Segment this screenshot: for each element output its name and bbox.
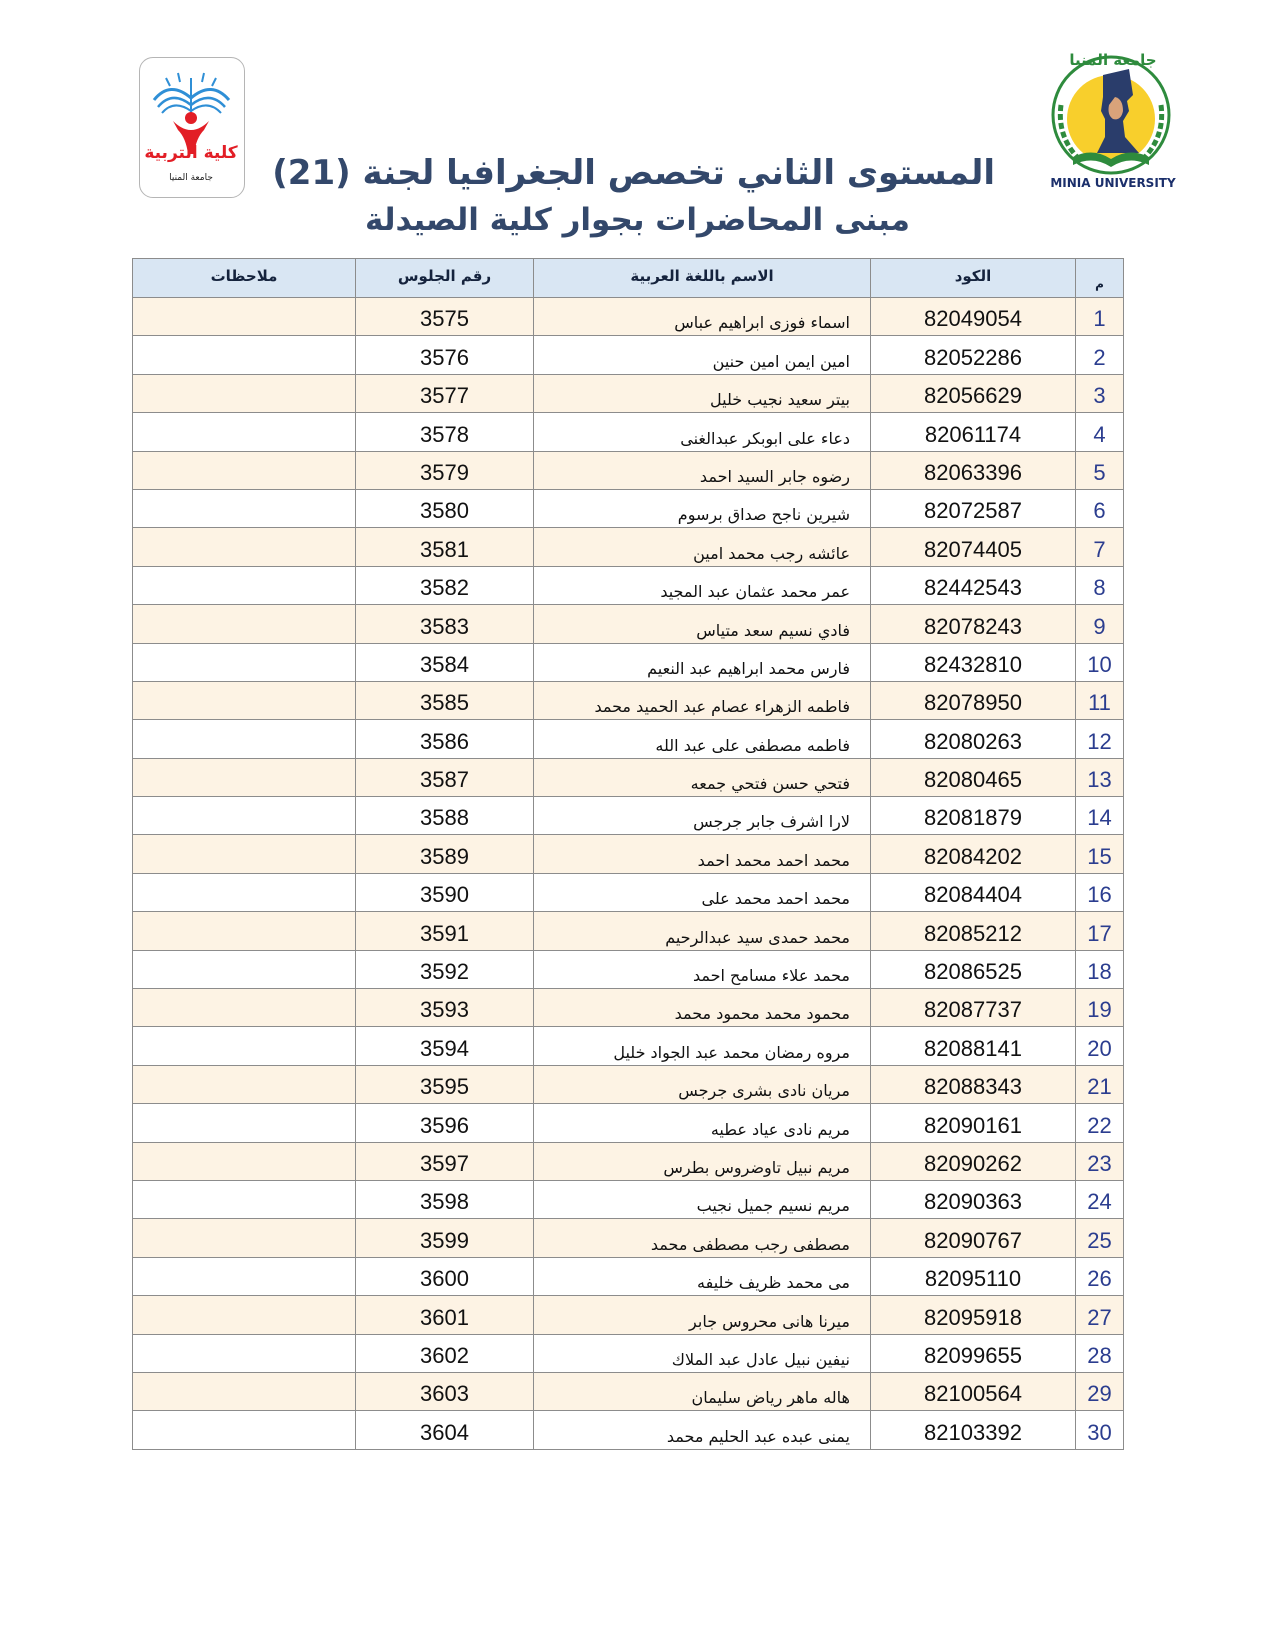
cell-index: 10 [1076, 643, 1124, 681]
cell-seat: 3597 [356, 1142, 534, 1180]
cell-seat: 3602 [356, 1334, 534, 1372]
header-name: الاسم باللغة العربية [534, 259, 871, 298]
cell-seat: 3576 [356, 336, 534, 374]
cell-notes [133, 374, 356, 412]
table-row [133, 1296, 1124, 1334]
cell-name: محمد احمد محمد على [534, 873, 871, 911]
cell-name: محمود محمد محمود محمد [534, 989, 871, 1027]
students-table [132, 258, 1124, 1450]
cell-index: 14 [1076, 797, 1124, 835]
cell-index: 20 [1076, 1027, 1124, 1065]
cell-code: 82090363 [871, 1180, 1076, 1218]
cell-index: 26 [1076, 1257, 1124, 1295]
header-code: الكود [871, 259, 1076, 298]
cell-code: 82090767 [871, 1219, 1076, 1257]
cell-name: مى محمد ظريف خليفه [534, 1257, 871, 1295]
cell-seat: 3604 [356, 1411, 534, 1449]
faculty-of-education-logo [139, 57, 245, 198]
cell-code: 82095918 [871, 1296, 1076, 1334]
cell-index: 9 [1076, 605, 1124, 643]
cell-index: 3 [1076, 374, 1124, 412]
cell-seat: 3579 [356, 451, 534, 489]
cell-index: 13 [1076, 758, 1124, 796]
cell-name: فاطمه مصطفى على عبد الله [534, 720, 871, 758]
cell-code: 82074405 [871, 528, 1076, 566]
cell-notes [133, 797, 356, 835]
cell-notes [133, 1219, 356, 1257]
cell-code: 82084404 [871, 873, 1076, 911]
cell-name: مريم نبيل تاوضروس بطرس [534, 1142, 871, 1180]
cell-seat: 3587 [356, 758, 534, 796]
cell-name: مصطفى رجب مصطفى محمد [534, 1219, 871, 1257]
cell-index: 25 [1076, 1219, 1124, 1257]
cell-index: 2 [1076, 336, 1124, 374]
cell-notes [133, 1372, 356, 1410]
table-row [133, 1065, 1124, 1103]
cell-code: 82081879 [871, 797, 1076, 835]
cell-name: مريم نسيم جميل نجيب [534, 1180, 871, 1218]
cell-name: نيفين نبيل عادل عبد الملاك [534, 1334, 871, 1372]
header-seat: رقم الجلوس [356, 259, 534, 298]
table-row [133, 681, 1124, 719]
cell-code: 82103392 [871, 1411, 1076, 1449]
cell-code: 82100564 [871, 1372, 1076, 1410]
cell-name: فادي نسيم سعد متياس [534, 605, 871, 643]
cell-seat: 3596 [356, 1104, 534, 1142]
cell-index: 8 [1076, 566, 1124, 604]
header-index: م [1076, 259, 1124, 298]
book-figure-icon [140, 58, 243, 196]
cell-name: محمد علاء مسامح احمد [534, 950, 871, 988]
table-row [133, 835, 1124, 873]
cell-notes [133, 643, 356, 681]
cell-seat: 3590 [356, 873, 534, 911]
cell-name: مريم نادى عياد عطيه [534, 1104, 871, 1142]
cell-name: محمد احمد محمد احمد [534, 835, 871, 873]
cell-seat: 3594 [356, 1027, 534, 1065]
table-row [133, 1104, 1124, 1142]
cell-code: 82442543 [871, 566, 1076, 604]
cell-seat: 3599 [356, 1219, 534, 1257]
cell-notes [133, 873, 356, 911]
cell-seat: 3580 [356, 489, 534, 527]
cell-code: 82061174 [871, 413, 1076, 451]
cell-seat: 3603 [356, 1372, 534, 1410]
logo-right-arabic: جامعة المنيا [1069, 51, 1157, 69]
table-row [133, 528, 1124, 566]
cell-code: 82090161 [871, 1104, 1076, 1142]
cell-index: 27 [1076, 1296, 1124, 1334]
cell-index: 4 [1076, 413, 1124, 451]
cell-index: 17 [1076, 912, 1124, 950]
cell-seat: 3582 [356, 566, 534, 604]
cell-index: 19 [1076, 989, 1124, 1027]
cell-index: 5 [1076, 451, 1124, 489]
cell-code: 82085212 [871, 912, 1076, 950]
table-row [133, 413, 1124, 451]
cell-index: 7 [1076, 528, 1124, 566]
cell-notes [133, 912, 356, 950]
cell-name: يمنى عبده عبد الحليم محمد [534, 1411, 871, 1449]
cell-code: 82090262 [871, 1142, 1076, 1180]
cell-code: 82088343 [871, 1065, 1076, 1103]
cell-name: دعاء على ابوبكر عبدالغنى [534, 413, 871, 451]
table-row [133, 873, 1124, 911]
cell-notes [133, 1142, 356, 1180]
cell-seat: 3592 [356, 950, 534, 988]
cell-name: اسماء فوزى ابراهيم عباس [534, 298, 871, 336]
cell-index: 11 [1076, 681, 1124, 719]
cell-code: 82080465 [871, 758, 1076, 796]
cell-index: 23 [1076, 1142, 1124, 1180]
cell-seat: 3581 [356, 528, 534, 566]
cell-code: 82088141 [871, 1027, 1076, 1065]
cell-seat: 3578 [356, 413, 534, 451]
logo-left-text: كلية التربية [144, 143, 238, 163]
cell-seat: 3589 [356, 835, 534, 873]
cell-notes [133, 758, 356, 796]
nefertiti-emblem-icon [1043, 45, 1183, 195]
cell-name: هاله ماهر رياض سليمان [534, 1372, 871, 1410]
table-header-row [133, 259, 1124, 298]
cell-code: 82049054 [871, 298, 1076, 336]
cell-code: 82063396 [871, 451, 1076, 489]
cell-code: 82080263 [871, 720, 1076, 758]
cell-notes [133, 1180, 356, 1218]
cell-index: 30 [1076, 1411, 1124, 1449]
cell-seat: 3588 [356, 797, 534, 835]
cell-notes [133, 528, 356, 566]
cell-seat: 3584 [356, 643, 534, 681]
cell-name: لارا اشرف جابر جرجس [534, 797, 871, 835]
cell-notes [133, 720, 356, 758]
cell-seat: 3595 [356, 1065, 534, 1103]
cell-notes [133, 835, 356, 873]
table-row [133, 989, 1124, 1027]
cell-notes [133, 1027, 356, 1065]
cell-name: عائشه رجب محمد امين [534, 528, 871, 566]
cell-code: 82086525 [871, 950, 1076, 988]
cell-index: 18 [1076, 950, 1124, 988]
cell-code: 82056629 [871, 374, 1076, 412]
table-row [133, 797, 1124, 835]
cell-index: 1 [1076, 298, 1124, 336]
cell-index: 15 [1076, 835, 1124, 873]
cell-name: ميرنا هانى محروس جابر [534, 1296, 871, 1334]
cell-notes [133, 1334, 356, 1372]
cell-notes [133, 1104, 356, 1142]
cell-code: 82432810 [871, 643, 1076, 681]
logo-left-subtext: جامعة المنيا [169, 173, 213, 183]
cell-index: 28 [1076, 1334, 1124, 1372]
cell-name: عمر محمد عثمان عبد المجيد [534, 566, 871, 604]
cell-seat: 3601 [356, 1296, 534, 1334]
cell-notes [133, 489, 356, 527]
cell-notes [133, 1065, 356, 1103]
header-notes: ملاحظات [133, 259, 356, 298]
cell-seat: 3577 [356, 374, 534, 412]
cell-name: فارس محمد ابراهيم عبد النعيم [534, 643, 871, 681]
cell-notes [133, 1257, 356, 1295]
page-subtitle: مبنى المحاضرات بجوار كلية الصيدلة [365, 202, 910, 238]
table-row [133, 336, 1124, 374]
cell-notes [133, 566, 356, 604]
cell-index: 29 [1076, 1372, 1124, 1410]
cell-code: 82084202 [871, 835, 1076, 873]
cell-code: 82072587 [871, 489, 1076, 527]
cell-index: 21 [1076, 1065, 1124, 1103]
cell-seat: 3585 [356, 681, 534, 719]
cell-name: رضوه جابر السيد احمد [534, 451, 871, 489]
table-row [133, 1411, 1124, 1449]
cell-code: 82087737 [871, 989, 1076, 1027]
table-row [133, 758, 1124, 796]
table-row [133, 605, 1124, 643]
table-row [133, 1027, 1124, 1065]
cell-index: 16 [1076, 873, 1124, 911]
cell-seat: 3600 [356, 1257, 534, 1295]
cell-name: محمد حمدى سيد عبدالرحيم [534, 912, 871, 950]
cell-code: 82078243 [871, 605, 1076, 643]
cell-code: 82052286 [871, 336, 1076, 374]
cell-notes [133, 989, 356, 1027]
minia-university-logo [1043, 45, 1183, 195]
logo-right-english: MINIA UNIVERSITY [1050, 176, 1176, 190]
cell-code: 82095110 [871, 1257, 1076, 1295]
cell-notes [133, 605, 356, 643]
cell-notes [133, 1411, 356, 1449]
cell-name: فتحي حسن فتحي جمعه [534, 758, 871, 796]
cell-notes [133, 298, 356, 336]
cell-seat: 3591 [356, 912, 534, 950]
cell-seat: 3598 [356, 1180, 534, 1218]
table-body [133, 298, 1124, 1450]
cell-notes [133, 681, 356, 719]
table-row [133, 566, 1124, 604]
page-title: المستوى الثاني تخصص الجغرافيا لجنة (21) [272, 153, 995, 193]
table-row [133, 451, 1124, 489]
cell-name: مروه رمضان محمد عبد الجواد خليل [534, 1027, 871, 1065]
table-row [133, 1142, 1124, 1180]
table-row [133, 1372, 1124, 1410]
table-row [133, 489, 1124, 527]
cell-index: 22 [1076, 1104, 1124, 1142]
cell-notes [133, 950, 356, 988]
table-row [133, 1257, 1124, 1295]
table-row [133, 1219, 1124, 1257]
cell-name: فاطمه الزهراء عصام عبد الحميد محمد [534, 681, 871, 719]
cell-seat: 3583 [356, 605, 534, 643]
cell-index: 6 [1076, 489, 1124, 527]
cell-notes [133, 451, 356, 489]
cell-seat: 3593 [356, 989, 534, 1027]
cell-notes [133, 413, 356, 451]
cell-name: امين ايمن امين حنين [534, 336, 871, 374]
cell-name: شيرين ناجح صداق برسوم [534, 489, 871, 527]
table-row [133, 298, 1124, 336]
cell-index: 24 [1076, 1180, 1124, 1218]
cell-name: مريان نادى بشرى جرجس [534, 1065, 871, 1103]
cell-seat: 3586 [356, 720, 534, 758]
table-row [133, 374, 1124, 412]
table-row [133, 720, 1124, 758]
cell-name: بيتر سعيد نجيب خليل [534, 374, 871, 412]
cell-code: 82099655 [871, 1334, 1076, 1372]
cell-notes [133, 336, 356, 374]
table-row [133, 1180, 1124, 1218]
cell-code: 82078950 [871, 681, 1076, 719]
table-row [133, 912, 1124, 950]
table-row [133, 950, 1124, 988]
cell-index: 12 [1076, 720, 1124, 758]
table-row [133, 1334, 1124, 1372]
cell-notes [133, 1296, 356, 1334]
table-row [133, 643, 1124, 681]
cell-seat: 3575 [356, 298, 534, 336]
